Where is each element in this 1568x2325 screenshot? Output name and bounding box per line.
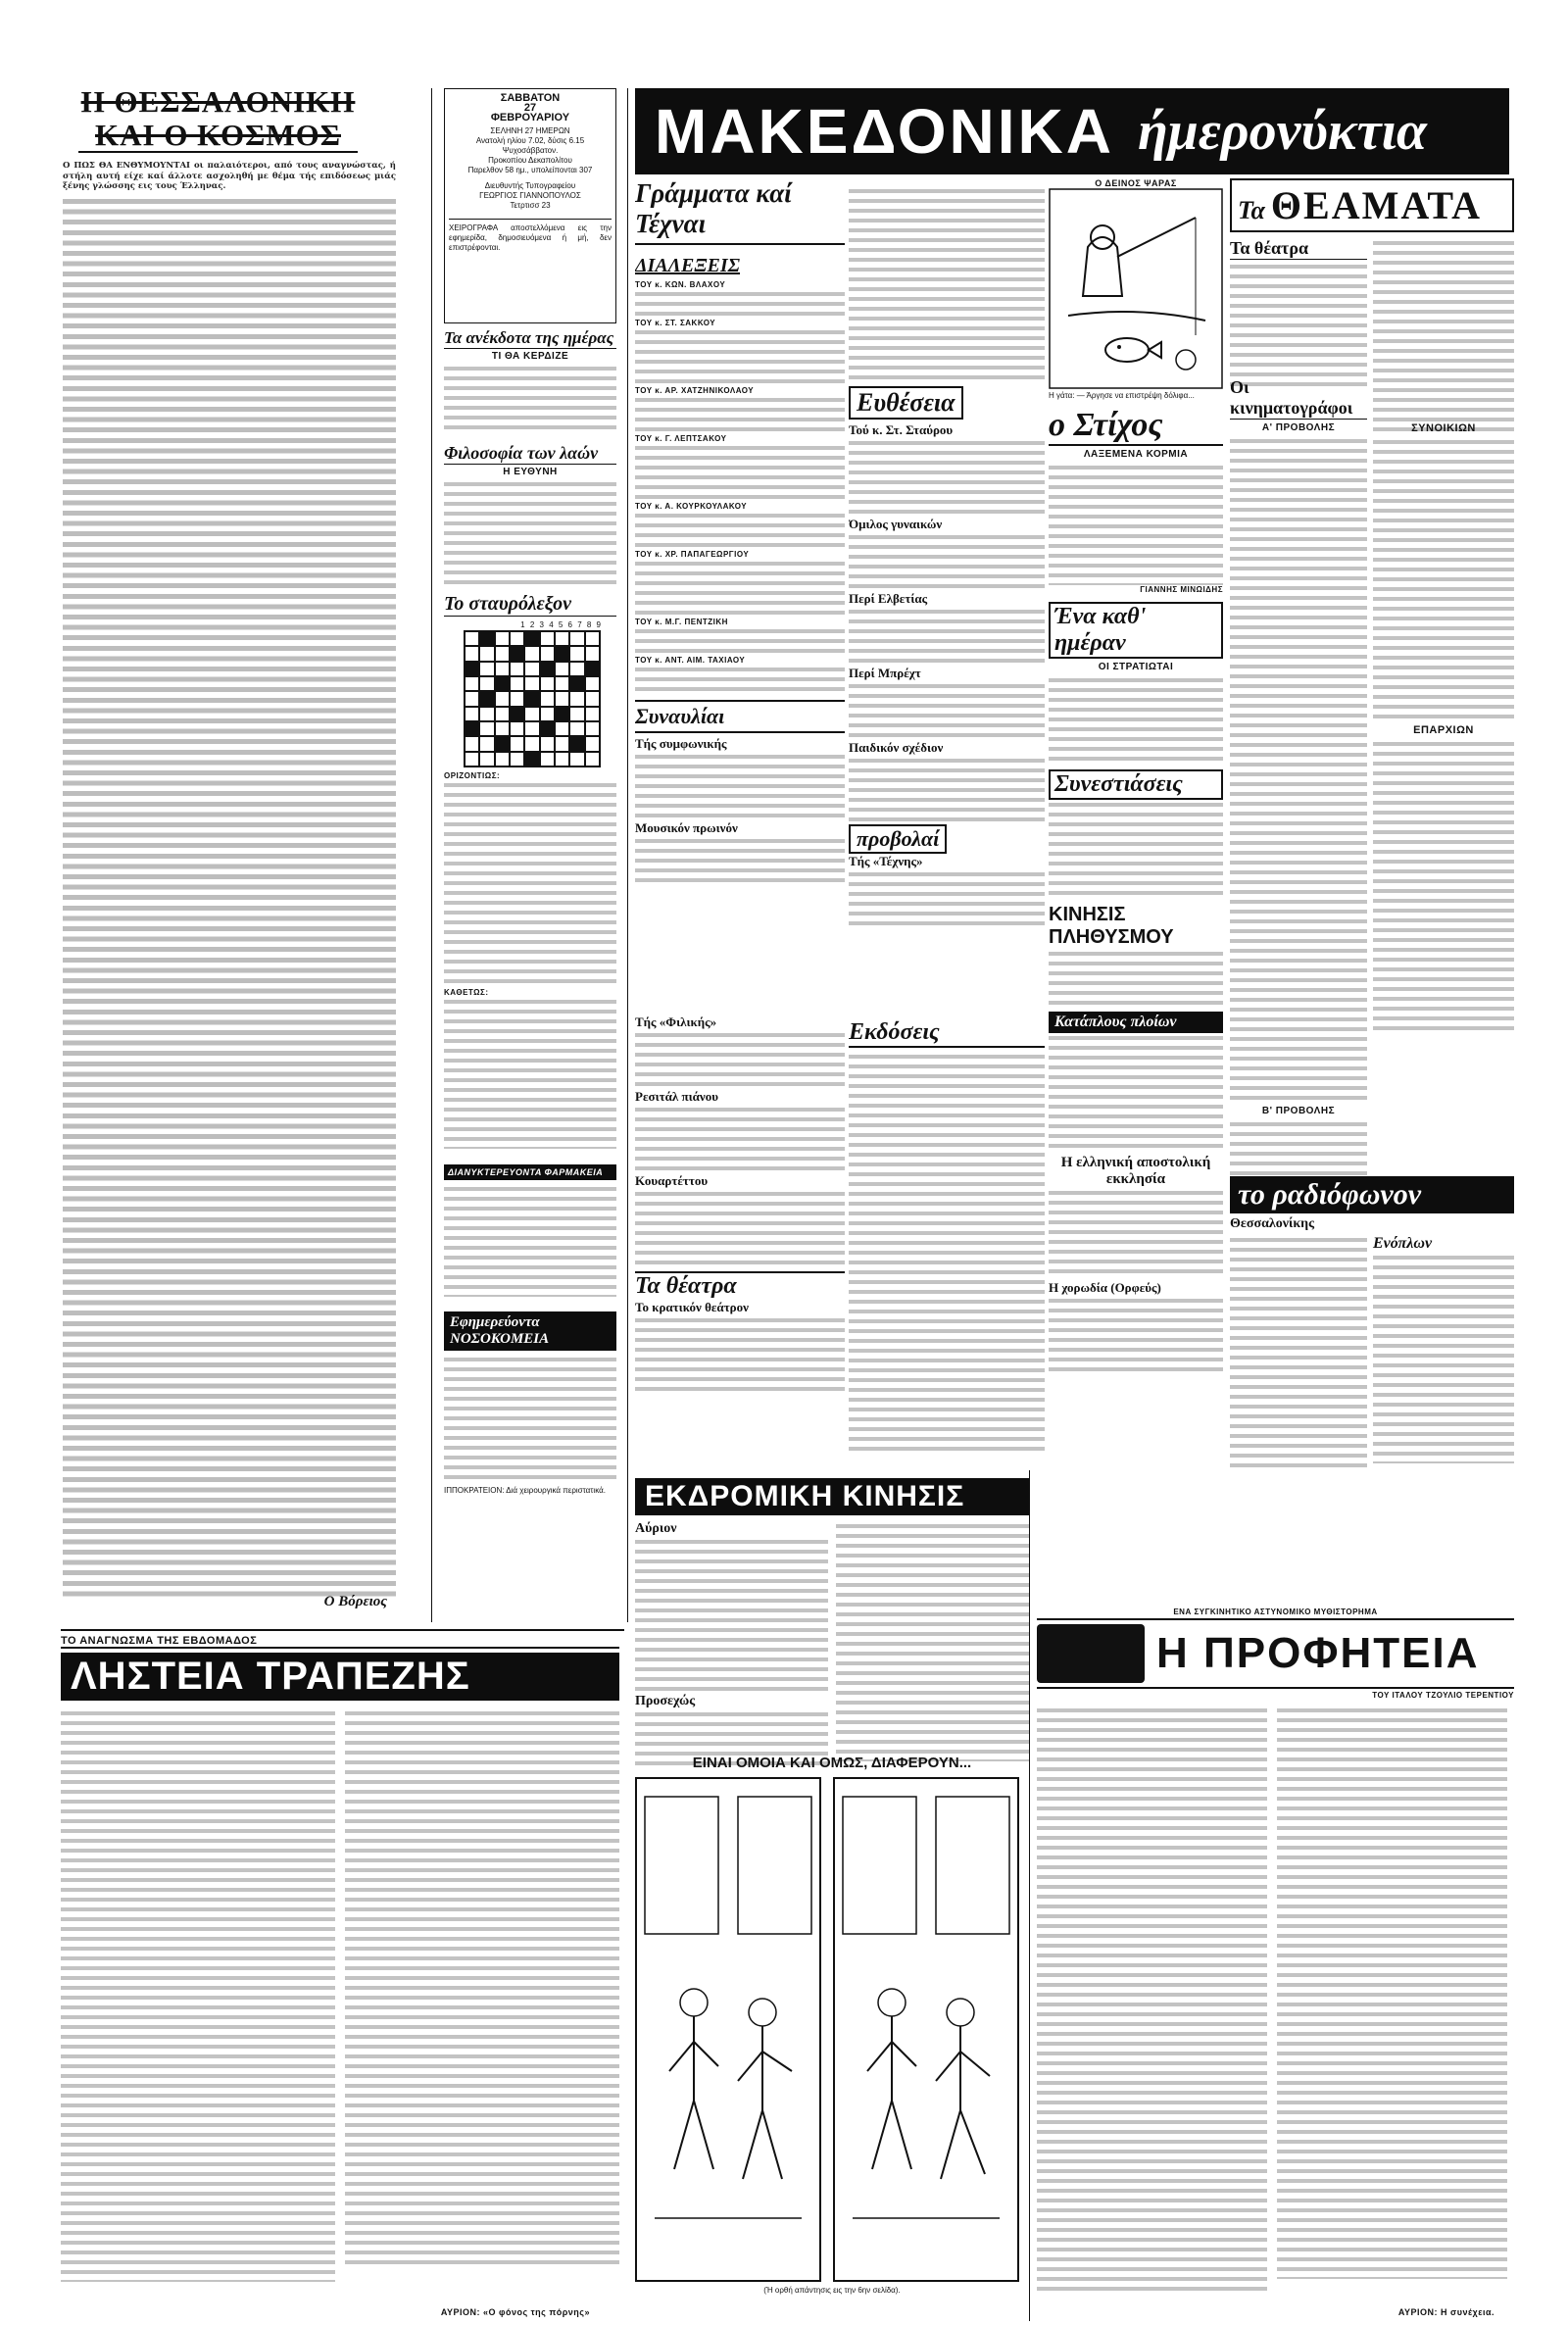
philosophy-subtitle: Η ΕΥΘΥΝΗ: [503, 467, 558, 477]
armed-heading: Ενόπλων: [1373, 1235, 1433, 1252]
theatre-heading: Τα θέατρα: [635, 1271, 845, 1300]
lecture-7: ΤΟΥ κ. Μ.Γ. ΠΕΝΤΖΙΚΗ: [635, 618, 728, 626]
first-run-filler: [1230, 436, 1367, 1103]
info-day: ΣΑΒΒΑΤΟΝ: [500, 92, 561, 104]
lecture-6-filler: [635, 559, 845, 618]
letters-lower: [635, 1014, 845, 1475]
macedonika-banner: [635, 88, 1509, 174]
crossword-title: Το σταυρόλεξον: [444, 593, 616, 617]
choir-heading: Η χορωδία (Ορφεύς): [1049, 1280, 1161, 1295]
date-infobox: [444, 88, 616, 323]
puzzle-note: (Ή ορθή απάντησις εις την 6ην σελίδα).: [763, 2286, 901, 2295]
radio-section: [1230, 1176, 1514, 1470]
cinemas-heading: Οι κινηματογράφοι: [1230, 375, 1367, 420]
lecture-1: ΤΟΥ κ. ΚΩΝ. ΒΛΑΧΟΥ: [635, 280, 726, 289]
provinces-filler: [1373, 739, 1514, 1033]
left-body-filler: [63, 196, 396, 1602]
hospitals-filler: [444, 1355, 616, 1482]
daily-sub: ΟΙ ΣΤΡΑΤΙΩΤΑΙ: [1098, 662, 1174, 672]
first-run-heading: Α' ΠΡΟΒΟΛΗΣ: [1261, 422, 1336, 433]
serial-right-faces: [1037, 1624, 1145, 1683]
philosophy-title: Φιλοσοφία των λαών: [444, 443, 616, 465]
crossword-section: [444, 593, 616, 1162]
info-line4: Προκοπίου Δεκαπολίτου: [488, 156, 572, 165]
concert-1-filler: [635, 752, 845, 820]
hospitals-section: [444, 1311, 616, 1508]
meetings-filler: [1049, 800, 1223, 898]
col3-section: [1049, 178, 1223, 1472]
excursions-left-filler: [635, 1537, 828, 1694]
left-signature: Ο Βόρειος: [323, 1594, 387, 1609]
second-run-heading: Β' ΠΡΟΒΟΛΗΣ: [1261, 1106, 1336, 1116]
col2-lower: [849, 1019, 1045, 1470]
pharmacies-section: [444, 1164, 616, 1307]
serial-right-title: Η ΠΡΟΦΗΤΕΙΑ: [1156, 1629, 1480, 1677]
puzzle-image-left: [635, 1777, 821, 2282]
info-line2: Ανατολή ηλίου 7.02, δύσις 6.15: [475, 136, 585, 145]
theatres-heading: Τα θέατρα: [1230, 238, 1367, 260]
letters-section: [635, 178, 845, 1012]
daily-heading: Ένα καθ' ημέραν: [1049, 602, 1223, 659]
women-filler: [849, 532, 1045, 591]
left-article-body: [63, 161, 396, 1602]
ships-filler: [1049, 1033, 1223, 1151]
poem-filler: [1049, 463, 1223, 585]
excursions-title: ΕΚΔΡΟΜΙΚΗ ΚΙΝΗΣΙΣ: [635, 1478, 1029, 1515]
serial-left-col2: [345, 1708, 619, 2267]
poem-title: ΛΑΞΕΜΕΝΑ ΚΟΡΜΙΑ: [1083, 449, 1189, 460]
crossword-numbers: 1 2 3 4 5 6 7 8 9: [520, 620, 601, 629]
brecht-filler: [849, 681, 1045, 740]
pharmacies-title: ΔΙΑΝΥΚΤΕΡΕΥΟΝΤΑ ΦΑΡΜΑΚΕΙΑ: [444, 1164, 616, 1180]
letters-title: Γράμματα καί Τέχναι: [635, 178, 845, 245]
concert-2-filler: [635, 836, 845, 885]
elvetia-filler: [849, 607, 1045, 666]
info-line6: Διευθυντής Τυπογραφείου: [484, 181, 576, 190]
hospitals-title: Εφημερεύοντα ΝΟΣΟΚΟΜΕΙΑ: [444, 1311, 616, 1351]
serial-right-author: ΤΟΥ ΙΤΑΛΟΥ ΤΖΟΥΛΙΟ ΤΕΡΕΝΤΙΟΥ: [1372, 1691, 1514, 1700]
across-filler: [444, 780, 616, 986]
radio-heading: το ραδιόφωνον: [1230, 1176, 1514, 1213]
eththeia-filler: [849, 438, 1045, 517]
concert-4: Ρεσιτάλ πιάνου: [635, 1089, 718, 1104]
eththeia-heading: Ευθέσεια: [849, 386, 963, 420]
macedonika-title-b: ήμερονύκτια: [1137, 101, 1427, 162]
spectacles-header: [1230, 178, 1514, 232]
col2-top-filler: [849, 186, 1045, 382]
serial-left-continue: ΑΥΡΙΟΝ: «Ο φόνος της πόρνης»: [440, 2307, 590, 2317]
excursions-tomorrow: Αύριον: [635, 1521, 677, 1536]
serial-right-kicker: ΕΝΑ ΣΥΓΚΙΝΗΤΙΚΟ ΑΣΤΥΝΟΜΙΚΟ ΜΥΘΙΣΤΟΡΗΜΑ: [1173, 1608, 1378, 1616]
info-date: 27: [523, 102, 537, 114]
lecture-7-filler: [635, 626, 845, 656]
cartoon-text: Η γάτα: — Άργησε να επιστρέψη δόλιφα...: [1049, 391, 1195, 400]
info-line3: Ψυχοσάββατον.: [502, 146, 559, 155]
info-line8: Τετρτισσ 23: [510, 201, 551, 210]
puzzle-section: [635, 1755, 1029, 2313]
anecdote-title: Τα ανέκδοτα της ημέρας: [444, 328, 616, 349]
children-filler: [849, 756, 1045, 824]
anecdote-subtitle: ΤΙ ΘΑ ΚΕΡΔΙΖΕ: [491, 351, 569, 362]
serial-right-continue: ΑΥΡΙΟΝ: Η συνέχεια.: [1397, 2307, 1494, 2317]
lecture-3-filler: [635, 395, 845, 434]
cartoon-caption: Ο ΔΕΙΝΟΣ ΨΑΡΑΣ: [1095, 178, 1177, 188]
brecht-heading: Περί Μπρέχτ: [849, 666, 921, 680]
info-line5: Παρελθον 58 ημ., υπολείπονται 307: [467, 166, 593, 174]
rule-lower-left: [61, 1629, 624, 1631]
theatre-1: Το κρατικόν θεάτρον: [635, 1300, 749, 1314]
concert-3-filler: [635, 1030, 845, 1089]
hospitals-emergency: ΙΠΠΟΚΡΑΤΕΙΟΝ: Διά χειρουργικά περιστατικά.: [444, 1486, 606, 1495]
lecture-4-filler: [635, 443, 845, 502]
lecture-5: ΤΟΥ κ. Α. ΚΟΥΡΚΟΥΛΑΚΟΥ: [635, 502, 748, 511]
serial-right-col2: [1277, 1706, 1507, 2279]
concerts-heading: Συναυλίαι: [635, 700, 845, 733]
concert-2: Μουσικόν πρωινόν: [635, 820, 738, 835]
lecture-8: ΤΟΥ κ. ΑΝΤ. ΑΙΜ. ΤΑΧΙΑΟΥ: [635, 656, 746, 665]
anecdote-filler: [444, 364, 616, 432]
lecture-1-filler: [635, 289, 845, 319]
serial-right-col1: [1037, 1706, 1267, 2294]
spectacles-title-b: ΘΕΑΜΑΤΑ: [1270, 183, 1483, 227]
eththeia-sub: Τού κ. Στ. Σταύρου: [849, 422, 954, 437]
serial-left-kicker: ΤΟ ΑΝΑΓΝΩΣΜΑ ΤΗΣ ΕΒΔΟΜΑΔΟΣ: [61, 1635, 619, 1649]
lecture-2-filler: [635, 327, 845, 386]
children-heading: Παιδικόν σχέδιον: [849, 740, 944, 755]
excursions-right-filler: [836, 1521, 1029, 1761]
pharmacies-filler: [444, 1184, 616, 1297]
info-line7: ΓΕΩΡΓΙΟΣ ΓΙΑΝΝΟΠΟΥΛΟΣ: [479, 191, 581, 200]
down-label: ΚΑΘΕΤΩΣ:: [444, 988, 489, 998]
concert-3: Τής «Φιλικής»: [635, 1014, 717, 1029]
puzzle-title: ΕΙΝΑΙ ΟΜΟΙΑ ΚΑΙ ΟΜΩΣ, ΔΙΑΦΕΡΟΥΝ...: [692, 1755, 972, 1771]
screenings-filler: [849, 869, 1045, 928]
lecture-8-filler: [635, 665, 845, 694]
rule-middle: [627, 88, 628, 1622]
info-note: ΧΕΙΡΟΓΡΑΦΑ αποστελλόμενα εις την εφημερίδα, δημοσιευόμενα ή μή, δεν επιστρέφονται.: [449, 223, 612, 252]
church-heading: Η ελληνική αποστολική εκκλησία: [1060, 1155, 1211, 1187]
ships-heading: Κατάπλους πλοίων: [1049, 1012, 1223, 1033]
concert-1: Τής συμφωνικής: [635, 736, 727, 751]
lectures-heading: ΔΙΑΛΕΞΕΙΣ: [635, 255, 741, 276]
choir-filler: [1049, 1296, 1223, 1374]
excursions-upcoming: Προσεχώς: [635, 1694, 696, 1708]
radio-filler: [1230, 1235, 1367, 1470]
philosophy-section: [444, 443, 616, 590]
philosophy-filler: [444, 479, 616, 585]
armed-filler: [1373, 1253, 1514, 1463]
left-lead-paragraph: Ο ΠΩΣ ΘΑ ΕΝΘΥΜΟΥΝΤΑΙ οι παλαιότεροι, από τους αναγνώστας, ή στήλη αυτή είχε καί άλλοτε ασχοληθή με θέμα τής επιδόσεως μιάς ξένης γλώσσης εις τους Έλληνας.: [63, 161, 396, 192]
traffic-filler: [1049, 949, 1223, 1008]
elvetia-heading: Περί Ελβετίας: [849, 591, 928, 606]
serial-left-section: [61, 1635, 619, 2321]
lecture-2: ΤΟΥ κ. ΣΤ. ΣΑΚΚΟΥ: [635, 319, 716, 327]
serial-right-section: [1037, 1608, 1514, 2321]
gatherings-filler: [1373, 437, 1514, 721]
stichos-heading: ο Στίχος: [1049, 407, 1223, 446]
rule-left: [431, 88, 432, 1622]
puzzle-image-right: [833, 1777, 1019, 2282]
gatherings-heading: ΣΥΝΟΙΚΙΩΝ: [1411, 422, 1476, 434]
info-month: ΦΕΒΡΟΥΑΡΙΟΥ: [490, 112, 570, 124]
concert-5-filler: [635, 1189, 845, 1267]
lecture-3: ΤΟΥ κ. ΑΡ. ΧΑΤΖΗΝΙΚΟΛΑΟΥ: [635, 386, 755, 395]
concert-5: Κουαρτέττου: [635, 1173, 709, 1188]
meetings-heading: Συνεστιάσεις: [1049, 769, 1223, 800]
info-line1: ΣΕΛΗΝΗ 27 ΗΜΕΡΩΝ: [490, 126, 570, 135]
theatres-filler: [1230, 262, 1367, 389]
spectacles-title-a: Τα: [1238, 196, 1265, 224]
radio-sub: Θεσσαλονίκης: [1230, 1216, 1315, 1231]
poem-author: ΓΙΑΝΝΗΣ ΜΙΝΩΙΔΗΣ: [1140, 585, 1223, 594]
anecdote-section: [444, 328, 616, 438]
rule-right-lower: [1029, 1470, 1030, 2321]
serial-left-title: ΛΗΣΤΕΙΑ ΤΡΑΠΕΖΗΣ: [61, 1653, 619, 1701]
daily-filler: [1049, 675, 1223, 764]
fisherman-cartoon: [1049, 188, 1223, 389]
col2-section: [849, 186, 1045, 1014]
traffic-heading: ΚΙΝΗΣΙΣ ΠΛΗΘΥΣΜΟΥ: [1049, 904, 1174, 948]
theatre-1-filler: [635, 1315, 845, 1394]
crossword-grid[interactable]: [464, 630, 601, 767]
macedonika-title-a: ΜΑΚΕΔΟΝΙΚΑ: [655, 96, 1114, 167]
lecture-5-filler: [635, 511, 845, 550]
left-title-line2: ΚΑΙ Ο ΚΟΣΜΟΣ: [95, 118, 341, 152]
serial-left-col1: [61, 1708, 335, 2282]
screenings-sub: Τής «Τέχνης»: [849, 854, 923, 868]
down-filler: [444, 997, 616, 1149]
left-title-box: [78, 84, 358, 153]
editions-filler: [849, 1052, 1045, 1454]
left-column-article: [61, 84, 399, 1633]
provinces-heading: ΕΠΑΡΧΙΩΝ: [1413, 724, 1474, 736]
church-filler: [1049, 1188, 1223, 1276]
concert-4-filler: [635, 1105, 845, 1173]
lecture-6: ΤΟΥ κ. ΧΡ. ΠΑΠΑΓΕΩΡΓΙΟΥ: [635, 550, 750, 559]
editions-heading: Εκδόσεις: [849, 1019, 1045, 1048]
across-label: ΟΡΙΖΟΝΤΙΩΣ:: [444, 771, 501, 781]
women-heading: Όμιλος γυναικών: [849, 517, 943, 531]
screenings-heading: προβολαί: [849, 824, 947, 854]
lecture-4: ΤΟΥ κ. Γ. ΛΕΠΤΣΑΚΟΥ: [635, 434, 727, 443]
left-title-line1: Η ΘΕΣΣΑΛΟΝΙΚΗ: [80, 84, 356, 119]
